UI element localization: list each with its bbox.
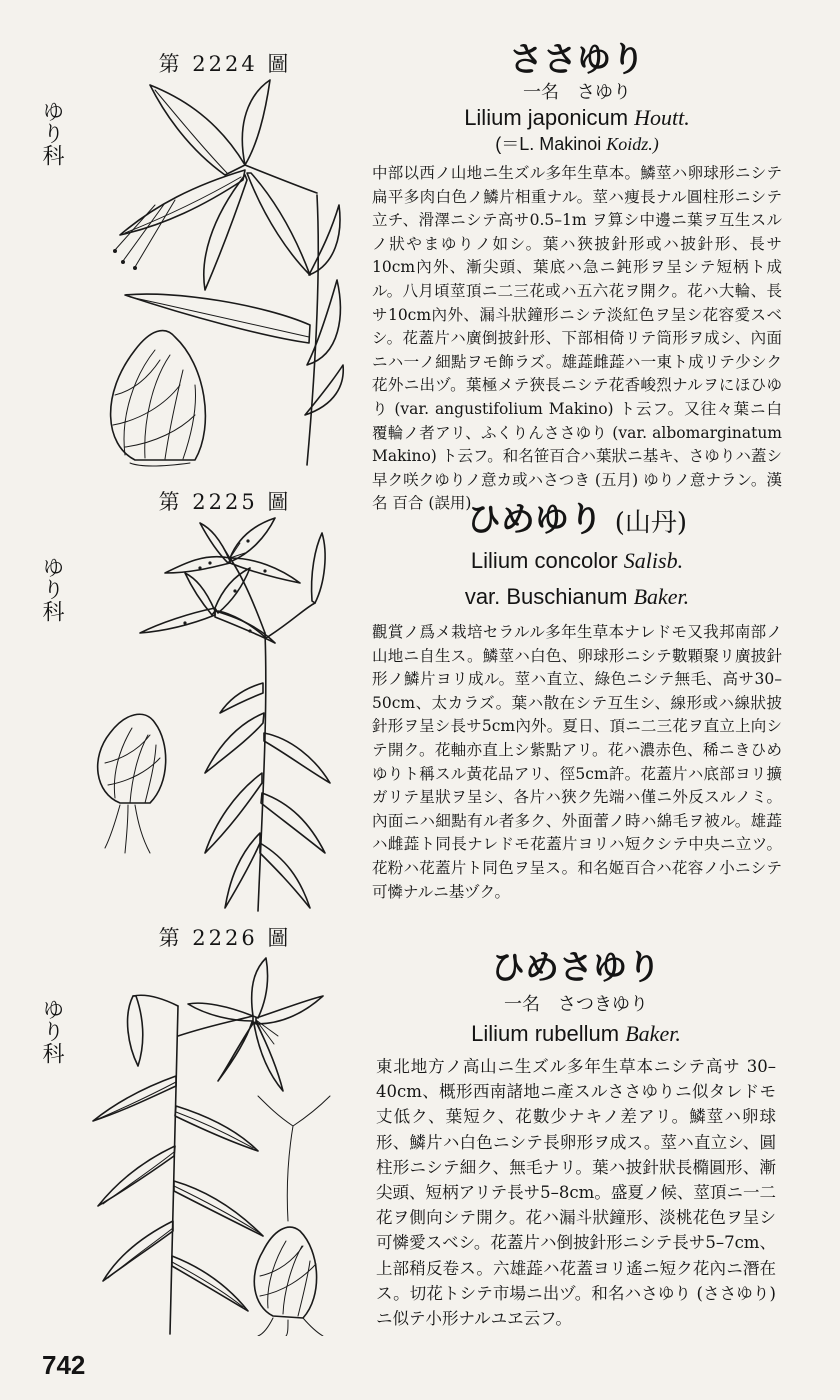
botanical-illustration-himesayuri	[88, 956, 358, 1336]
japanese-name: ひめさゆり	[491, 948, 661, 988]
variety-name	[372, 583, 782, 611]
latin-author: Houtt.	[634, 105, 690, 130]
description: 東北地方ノ高山ニ生ズル多年生草本ニシテ高サ 30–40cm、概形西南諸地ニ產スルささゆりニ似タレドモ丈低ク、葉短ク、花數少ナキノ差アリ。鱗莖ハ卵球形、鱗片ハ白色ニシテ長卵形ヲ成ス。莖ハ直立シ、圓柱形ニシテ細ク、無毛ナリ。葉ハ披針狀長橢圓形、漸尖頭、短柄アリテ長サ5–8cm。盛夏ノ候、莖頂ニ一二花ヲ側向シテ開ク。花ハ漏斗狀鐘形、淡桃花色ヲ呈シ可憐愛スベシ。花蓋片ハ倒披針形ニシテ長サ5–7cm、上部稍反卷ス。六雄蕋ハ花蓋ヨリ遙ニ短ク花內ニ潛在ス。切花トシテ市場ニ出ヅ。和名ハさゆり (ささゆり) ニ似テ小形ナルユヱ云フ。	[376, 1057, 776, 1329]
latin-author: Salisb.	[623, 548, 684, 573]
synonym-name: (＝L. Makinoi	[495, 134, 602, 154]
species-text	[372, 38, 782, 516]
name-parenthetical: (山丹)	[614, 508, 688, 538]
latin-author: Baker.	[625, 1021, 681, 1046]
latin-genus-species: Lilium rubellum	[471, 1021, 620, 1046]
latin-name	[372, 104, 782, 132]
alternate-name: 一名 さゆり	[523, 82, 631, 103]
botanical-illustration-himeyuri	[90, 513, 355, 913]
entry-himesayuri	[0, 918, 840, 1398]
description: 觀賞ノ爲メ栽培セラルル多年生草本ナレドモ又我邦南部ノ山地ニ自生ス。鱗莖ハ白色、卵球形ニシテ數顆聚リ廣披針形ノ鱗片ヨリ成ル。莖ハ直立、綠色ニシテ無毛、高サ30–50cm、太カラズ。葉ハ散在シテ互生シ、線形或ハ線狀披針形ヲ呈シ長サ5cm內外。夏日、頂ニ二三花ヲ直立上向シテ開ク。花軸亦直上シ紫點アリ。花ハ濃赤色、稀ニきひめゆりト稱スル黃花品アリ、徑5cm許。花蓋片ハ底部ヨリ擴ガリテ星狀ヲ呈シ、各片ハ狹ク先端ハ僅ニ外反スルノミ。內面ニハ細點有ル者多ク、外面蕾ノ時ハ綿毛ヲ被ル。雄蕋ハ雌蕋ト同長ナレドモ花蓋片ヨリハ短クシテ中央ニ立ツ。花粉ハ花蓋片ト同色ヲ呈ス。和名姬百合ハ花容ノ小ニシテ可憐ナルニ基ヅク。	[372, 623, 782, 901]
entry-himeyuri	[0, 488, 840, 918]
alternate-name: 一名 さつきゆり	[504, 994, 648, 1015]
family-label: ゆり科	[39, 100, 64, 166]
botanical-illustration-sasayuri	[95, 75, 345, 470]
latin-name	[372, 547, 782, 575]
variety: var. Buschianum	[464, 584, 628, 609]
figure-label: 第 2226 圖	[158, 926, 292, 950]
latin-genus-species: Lilium concolor	[470, 548, 618, 573]
japanese-name-line	[372, 498, 782, 545]
synonym-author: Koidz.)	[606, 134, 659, 154]
latin-name	[376, 1020, 776, 1048]
figure-label: 第 2224 圖	[158, 52, 292, 76]
figure-label: 第 2225 圖	[158, 490, 292, 514]
synonym	[372, 132, 782, 156]
description: 中部以西ノ山地ニ生ズル多年生草本。鱗莖ハ卵球形ニシテ扁平多肉白色ノ鱗片相重ナル。莖ハ痩長ナル圓柱形ニシテ立チ、滑澤ニシテ高サ0.5–1m ヲ算シ中邊ニ葉ヲ互生スルノ狀やまゆりノ如シ。葉ハ狹披針形或ハ披針形、長サ10cm內外、漸尖頭、葉底ハ急ニ鈍形ヲ呈シテ短柄ト成ル。八月頃莖頂ニ二三花或ハ五六花ヲ開ク。花ハ大輪、長サ10cm內外、漏斗狀鐘形ニシテ淡紅色ヲ呈シ花容愛スベシ。花蓋片ハ廣倒披針形、下部相倚リテ筒形ヲ成シ、內面ニハ一ノ細點ヲモ飾ラズ。雄蕋雌蕋ハ一東ト成リテ少シク花外ニ出ヅ。葉極メテ狹長ニシテ花香峻烈ナルヲにほひゆり (var. angustifolium Makino) ト云フ。又往々葉ニ白覆輪ノ者アリ、ふくりんささゆり (var. albomarginatum Makino) ト云フ。和名笹百合ハ葉狀ニ基キ、さゆりハ蓋シ早ク咲クゆりノ意カ或ハさつき (五月) ゆりノ意ナラン。漢名 百合 (誤用)	[372, 164, 782, 513]
japanese-name: ひめゆり	[466, 500, 603, 540]
family-label: ゆり科	[39, 556, 64, 622]
page-number: 742	[42, 1350, 86, 1380]
variety-author: Baker.	[633, 584, 690, 609]
family-label: ゆり科	[39, 998, 64, 1064]
species-text	[376, 946, 776, 1331]
japanese-name: ささゆり	[509, 40, 645, 80]
species-text	[372, 498, 782, 904]
latin-genus-species: Lilium japonicum	[464, 105, 629, 130]
